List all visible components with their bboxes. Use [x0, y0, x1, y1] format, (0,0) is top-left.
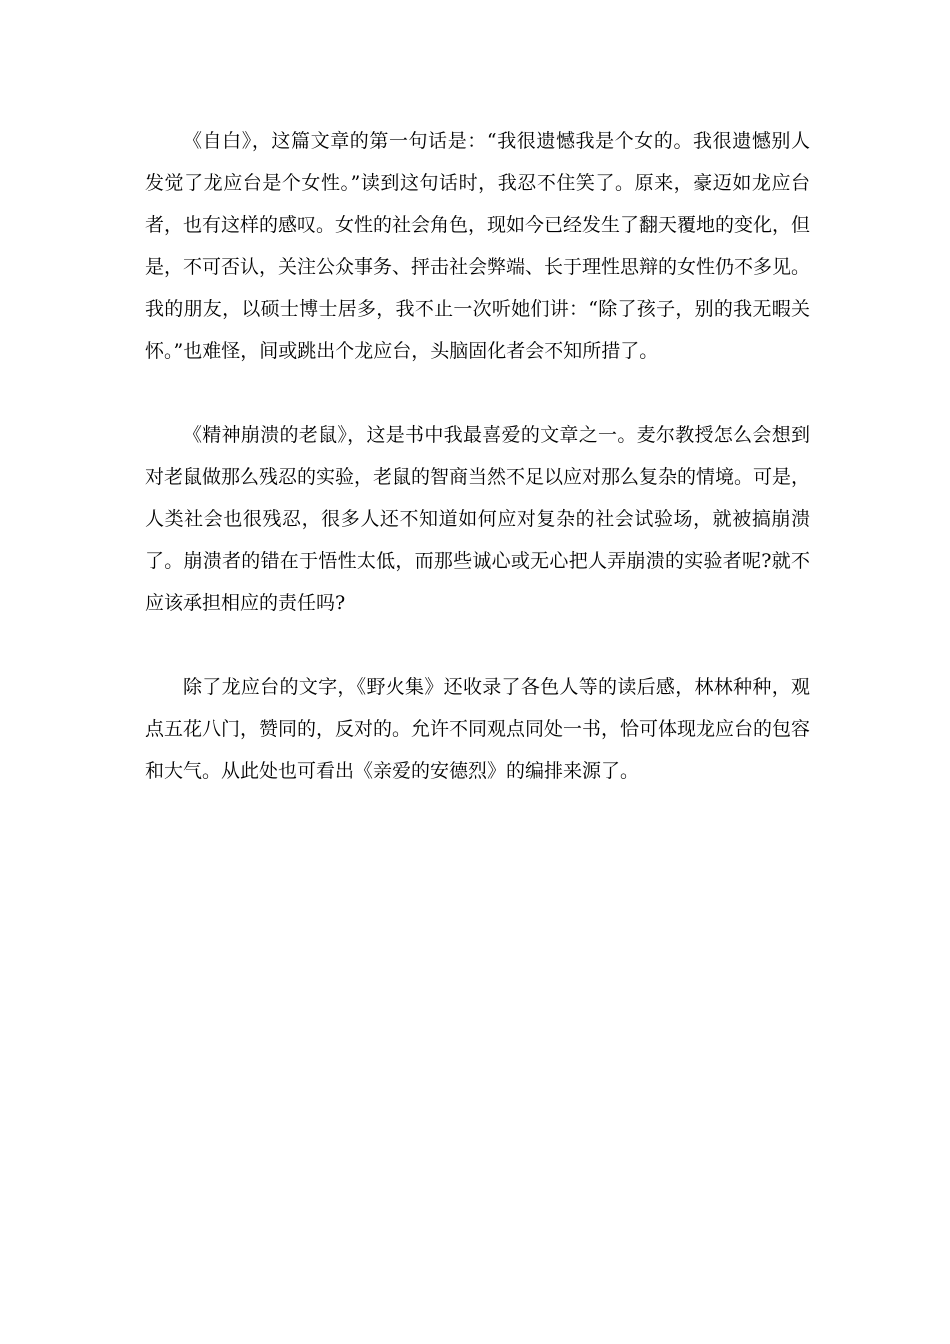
paragraph-2: 《精神崩溃的老鼠》，这是书中我最喜爱的文章之一。麦尔教授怎么会想到对老鼠做那么残忍的实验，老鼠的智商当然不足以应对那么复杂的情境。可是，人类社会也很残忍，很多人还不知道如何应对复杂的社会试验场，就被搞崩溃了。崩溃者的错在于悟性太低，而那些诚心或无心把人弄崩溃的实验者呢?就不应该承担相应的责任吗? [145, 424, 811, 614]
document-body [145, 120, 810, 834]
paragraph-1: 《自白》，这篇文章的第一句话是：“我很遗憾我是个女的。我很遗憾别人发觉了龙应台是个女性。”读到这句话时，我忍不住笑了。原来，豪迈如龙应台者，也有这样的感叹。女性的社会角色，现如今已经发生了翻天覆地的变化，但是，不可否认，关注公众事务、抨击社会弊端、长于理性思辩的女性仍不多见。我的朋友，以硕士博士居多，我不止一次听她们讲：“除了孩子，别的我无暇关怀。”也难怪，间或跳出个龙应台，头脑固化者会不知所措了。 [145, 130, 811, 362]
paragraph-3: 除了龙应台的文字，《野火集》还收录了各色人等的读后感，林林种种，观点五花八门，赞同的，反对的。允许不同观点同处一书，恰可体现龙应台的包容和大气。从此处也可看出《亲爱的安德烈》的编排来源了。 [145, 676, 811, 782]
